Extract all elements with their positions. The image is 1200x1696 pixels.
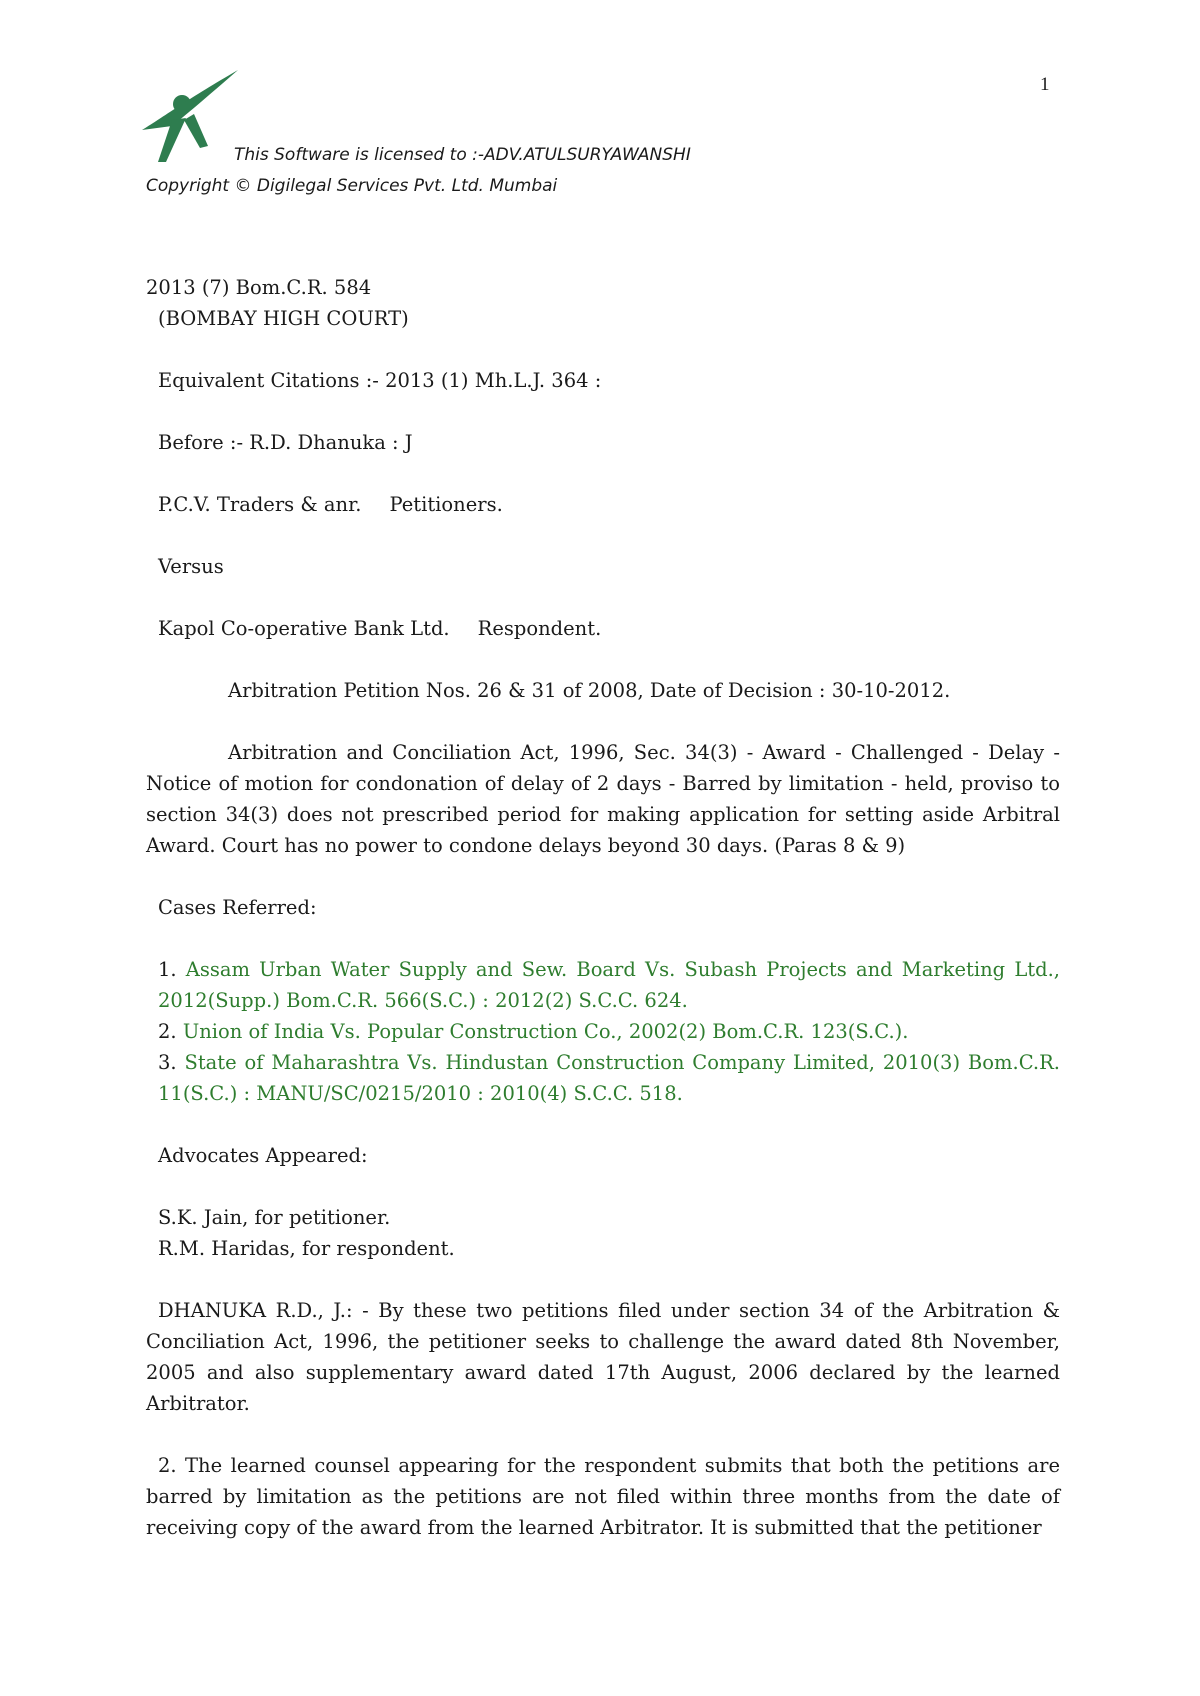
respondent-line	[146, 613, 1060, 644]
cases-list	[146, 954, 1060, 1109]
case-item	[146, 954, 1060, 1016]
case-number: 1.	[158, 958, 177, 981]
case-number: 3.	[158, 1051, 177, 1074]
cases-heading: Cases Referred:	[158, 896, 317, 919]
respondent-name: Kapol Co-operative Bank Ltd.	[158, 617, 450, 640]
petitioner-role: Petitioners.	[389, 493, 503, 516]
headnote-rest: Notice of motion for condonation of delay of 2 days - Barred by limitation - held, proviso to section 34(3) does not prescribed period for making application for setting aside Arbitral Award. Court has no power to condone delays beyond 30 days. (Paras 8 & 9)	[146, 772, 1060, 857]
petitioner-line	[146, 489, 1060, 520]
advocate-petitioner: S.K. Jain, for petitioner.	[158, 1206, 391, 1229]
case-item	[146, 1047, 1060, 1109]
citation: 2013 (7) Bom.C.R. 584	[146, 276, 372, 299]
headnote	[146, 737, 1060, 861]
bench: Before :- R.D. Dhanuka : J	[158, 431, 413, 454]
case-link[interactable]: Assam Urban Water Supply and Sew. Board Vs. Subash Projects and Marketing Ltd., 2012(Supp.) Bom.C.R. 566(S.C.) : 2012(2) S.C.C. 624.	[158, 958, 1060, 1012]
license-block	[146, 140, 691, 202]
advocates-heading: Advocates Appeared:	[158, 1144, 368, 1167]
equivalent-citations: Equivalent Citations :- 2013 (1) Mh.L.J. 364 :	[158, 369, 602, 392]
case-link[interactable]: Union of India Vs. Popular Construction Co., 2002(2) Bom.C.R. 123(S.C.).	[182, 1020, 909, 1043]
case-link[interactable]: State of Maharashtra Vs. Hindustan Construction Company Limited, 2010(3) Bom.C.R. 11(S.C.) : MANU/SC/0215/2010 : 2010(4) S.C.C. 518.	[158, 1051, 1060, 1105]
headnote-first-line: Arbitration and Conciliation Act, 1996, Sec. 34(3) - Award - Challenged - Delay -	[228, 741, 1060, 764]
judgment-content	[146, 272, 1060, 1543]
petitioner-name: P.C.V. Traders & anr.	[158, 493, 362, 516]
license-line: This Software is licensed to :-ADV.ATULSURYAWANSHI	[234, 145, 691, 165]
case-number: 2.	[158, 1020, 177, 1043]
respondent-role: Respondent.	[477, 617, 602, 640]
petition-details: Arbitration Petition Nos. 26 & 31 of 2008, Date of Decision : 30-10-2012.	[228, 679, 951, 702]
copyright-line: Copyright © Digilegal Services Pvt. Ltd. Mumbai	[146, 176, 558, 196]
paragraph-1: DHANUKA R.D., J.: - By these two petitions filed under section 34 of the Arbitration & Conciliation Act, 1996, the petitioner seeks to challenge the award dated 8th November, 2005 and also supplementary award dated 17th August, 2006 declared by the learned Arbitrator.	[146, 1299, 1060, 1415]
advocate-respondent: R.M. Haridas, for respondent.	[158, 1237, 455, 1260]
paragraph-2: 2. The learned counsel appearing for the respondent submits that both the petitions are barred by limitation as the petitions are not filed within three months from the date of receiving copy of the award from the learned Arbitrator. It is submitted that the petitioner	[146, 1454, 1060, 1539]
case-item	[146, 1016, 1060, 1047]
versus: Versus	[158, 555, 224, 578]
page-number: 1	[1040, 74, 1050, 95]
court-name: (BOMBAY HIGH COURT)	[158, 307, 409, 330]
